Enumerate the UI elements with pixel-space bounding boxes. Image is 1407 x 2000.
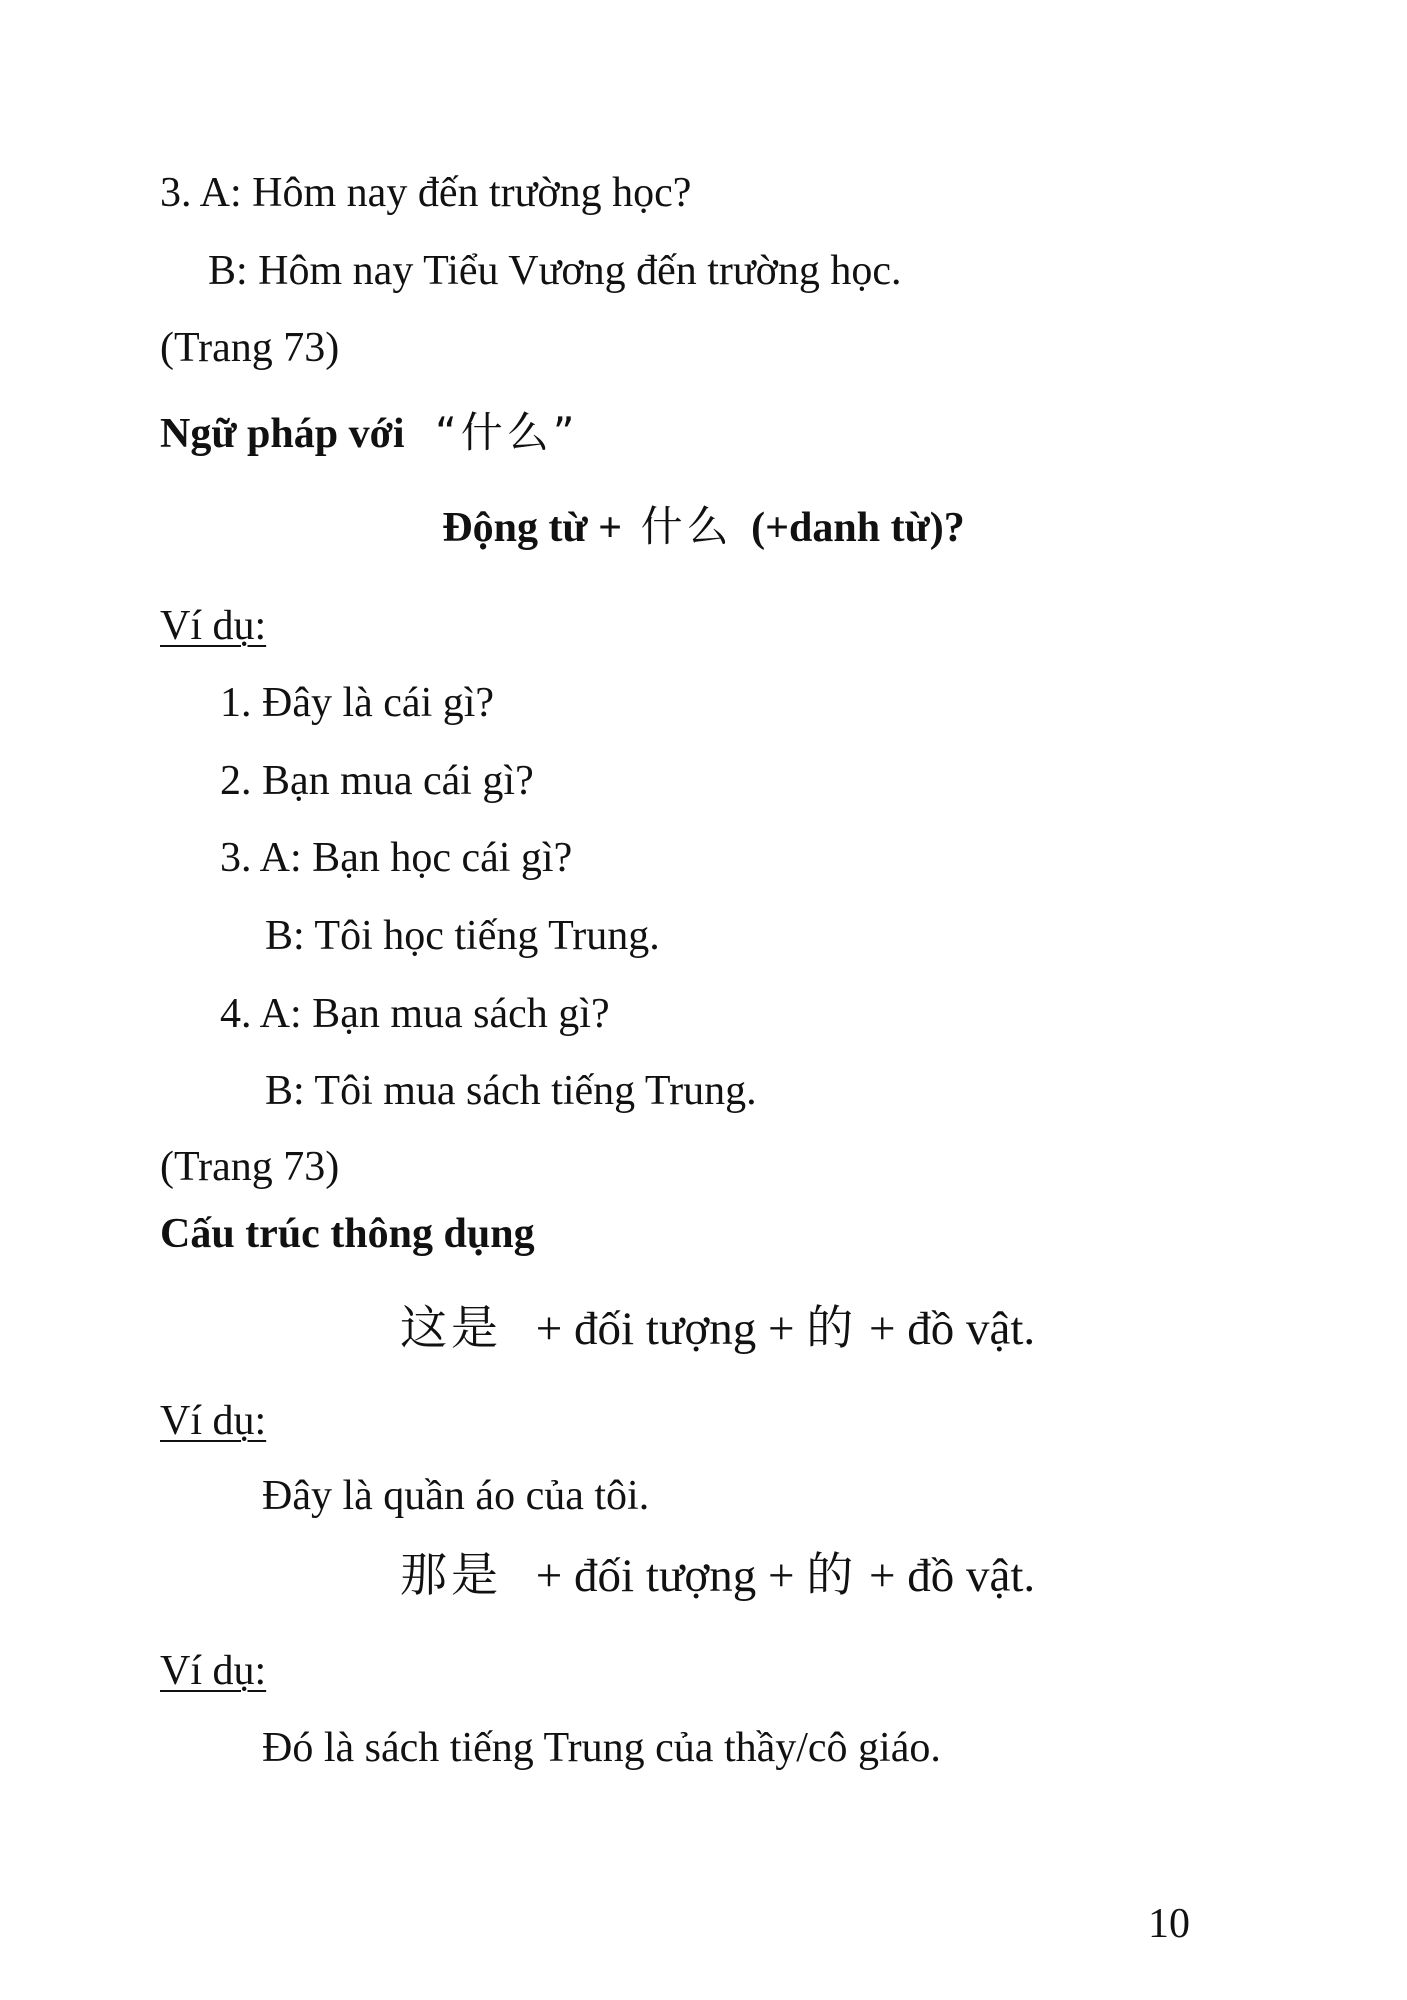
formula-middle: + đối tượng + [535, 1550, 795, 1602]
formula-verb: Động từ + [442, 505, 623, 551]
formula-cjk: 这是 [400, 1301, 502, 1356]
formula-end: + đồ vật. [868, 1303, 1036, 1355]
example-line: B: Tôi học tiếng Trung. [265, 913, 660, 959]
formula-particle: 的 [806, 1301, 858, 1356]
structure-example-2: Đó là sách tiếng Trung của thầy/cô giáo. [262, 1725, 941, 1771]
grammar-formula [0, 502, 1407, 551]
example-line: 3. A: Bạn học cái gì? [220, 835, 573, 881]
formula-end: + đồ vật. [868, 1550, 1036, 1602]
example-line: B: Tôi mua sách tiếng Trung. [265, 1068, 757, 1114]
page-reference: (Trang 73) [160, 325, 340, 371]
grammar-heading-cjk: “什么” [435, 408, 579, 457]
structure-example-1: Đây là quần áo của tôi. [262, 1473, 650, 1519]
formula-noun: (+danh từ)? [751, 505, 965, 551]
example-label: Ví dụ: [160, 603, 267, 649]
example-line: 1. Đây là cái gì? [220, 680, 495, 726]
formula-cjk: 什么 [640, 502, 733, 551]
formula-cjk: 那是 [400, 1548, 502, 1603]
example-label: Ví dụ: [160, 1648, 267, 1694]
structure-formula-2 [400, 1548, 1036, 1603]
structure-formula-1 [400, 1301, 1036, 1356]
page-reference: (Trang 73) [160, 1144, 340, 1190]
formula-particle: 的 [806, 1548, 858, 1603]
example-line: 2. Bạn mua cái gì? [220, 758, 534, 804]
dialogue-item-3-b: B: Hôm nay Tiểu Vương đến trường học. [208, 248, 902, 294]
dialogue-item-3-a: 3. A: Hôm nay đến trường học? [160, 170, 692, 216]
grammar-heading [160, 408, 579, 457]
grammar-heading-text: Ngữ pháp với [160, 411, 405, 457]
page-number: 10 [1148, 1901, 1190, 1947]
example-line: 4. A: Bạn mua sách gì? [220, 991, 610, 1037]
example-label: Ví dụ: [160, 1398, 267, 1444]
structure-heading: Cấu trúc thông dụng [160, 1211, 535, 1257]
formula-middle: + đối tượng + [535, 1303, 795, 1355]
